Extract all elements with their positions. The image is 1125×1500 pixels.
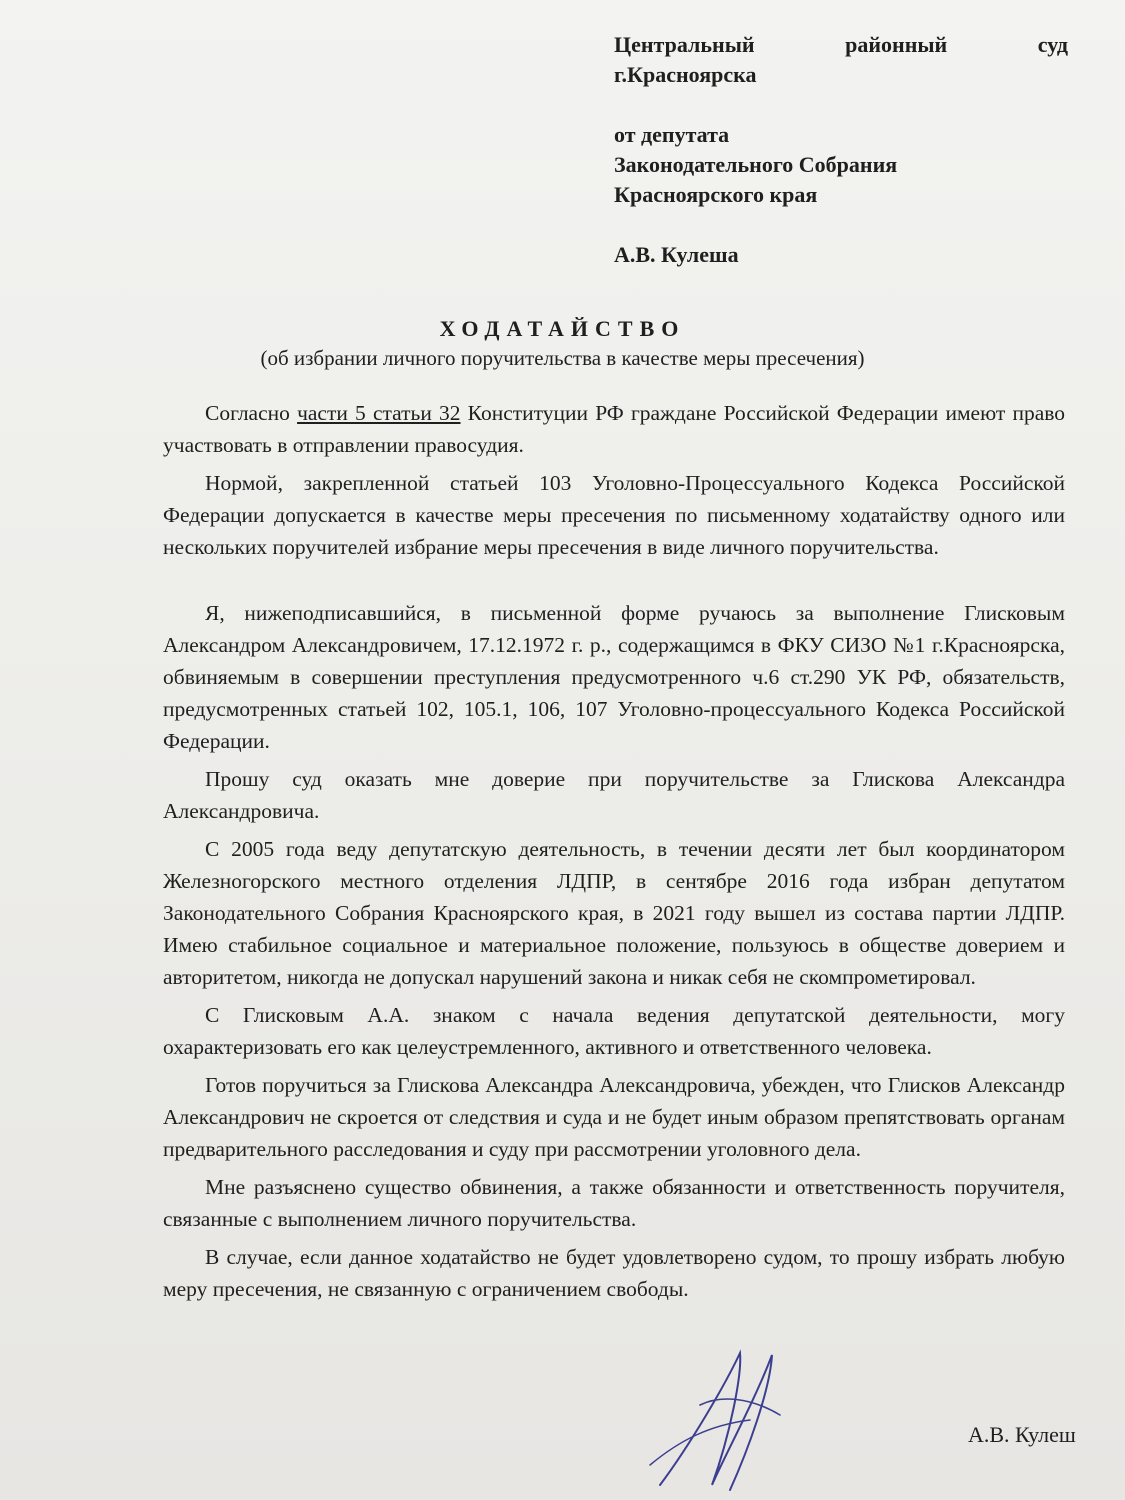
constitution-reference: части 5 статьи 32 <box>297 401 461 425</box>
paragraph-8: Мне разъяснено существо обвинения, а также обязанности и ответственность поручителя, связанные с выполнением личного поручительства. <box>163 1175 1065 1231</box>
court-word-2: районный <box>845 32 948 57</box>
paragraph-9: В случае, если данное ходатайство не будет удовлетворено судом, то прошу избрать любую меру пресечения, не связанную с ограничением свободы. <box>163 1245 1065 1301</box>
paragraph-1-start: Согласно <box>205 401 298 425</box>
handwritten-signature <box>630 1345 790 1495</box>
paragraph-4: Прошу суд оказать мне доверие при поручительстве за Глискова Александра Александровича. <box>163 767 1065 823</box>
addressee-block <box>614 30 1068 270</box>
from-line-2: Законодательного Собрания <box>614 152 898 177</box>
author-name: А.В. Кулеша <box>614 242 739 267</box>
paragraph-6: С Глисковым А.А. знаком с начала ведения депутатской деятельности, могу охарактеризовать его как целеустремленного, активного и ответственного человека. <box>163 1003 1065 1059</box>
document-title: ХОДАТАЙСТВО <box>439 316 686 341</box>
paragraph-1 <box>163 397 1065 461</box>
paragraph-2: Нормой, закрепленной статьей 103 Уголовно-Процессуального Кодекса Российской Федерации допускается в качестве меры пресечения по письменному ходатайству одного или нескольких поручителей избрание меры пресечения в виде личного поручительства. <box>163 471 1065 559</box>
court-word-1: Центральный <box>614 32 755 57</box>
court-name-line <box>614 30 1068 60</box>
paragraph-1-end: Конституции РФ граждане Российской Федерации имеют право участвовать в отправлении правосудия. <box>163 401 1065 457</box>
paragraph-7: Готов поручиться за Глискова Александра Александровича, убежден, что Глисков Александр Александрович не скроется от следствия и суда и не будет иным образом препятствовать органам предварительного расследования и суду при рассмотрении уголовного дела. <box>163 1073 1065 1161</box>
document-body <box>163 397 1065 1311</box>
court-word-3: суд <box>1037 32 1068 57</box>
paragraph-5: С 2005 года веду депутатскую деятельность, в течении десяти лет был координатором Железногорского местного отделения ЛДПР, в сентябре 2016 года избран депутатом Законодательного Собрания Красноярского края, в 2021 году вышел из состава партии ЛДПР. Имею стабильное социальное и материальное положение, пользуюсь в обществе доверием и авторитетом, никогда не допускал нарушений закона и никак себя не скомпрометировал. <box>163 837 1065 989</box>
from-line-3: Красноярского края <box>614 182 818 207</box>
document-subtitle: (об избрании личного поручительства в качестве меры пресечения) <box>260 346 865 370</box>
paragraph-3: Я, нижеподписавшийся, в письменной форме ручаюсь за выполнение Глисковым Александром Александровичем, 17.12.1972 г. р., содержащимся в ФКУ СИЗО №1 г.Красноярска, обвиняемым в совершении преступления предусмотренного ч.6 ст.290 УК РФ, обязательств, предусмотренных статьей 102, 105.1, 106, 107 Уголовно-процессуального Кодекса Российской Федерации. <box>163 601 1065 753</box>
signatory-name: А.В. Кулеш <box>968 1422 1076 1447</box>
from-line-1: от депутата <box>614 122 730 147</box>
court-city: г.Красноярска <box>614 62 757 87</box>
